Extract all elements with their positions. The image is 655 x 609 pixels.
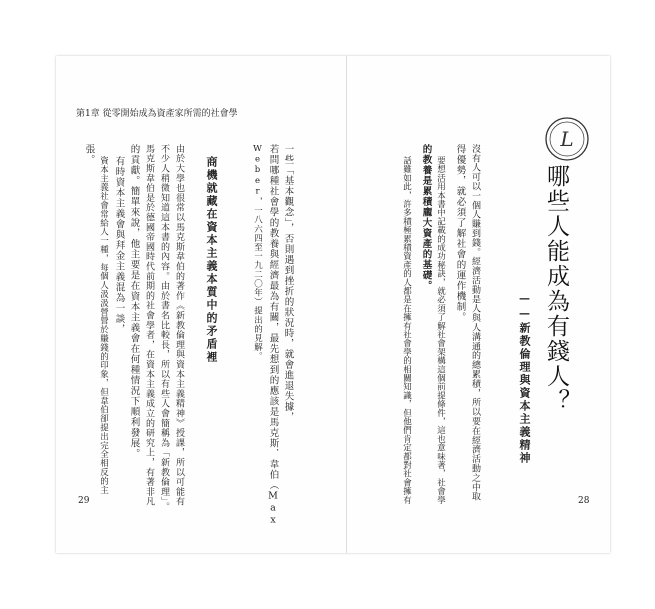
- body-column: 要想活用本書中記載的成功秘訣，就必須了解社會架構這個前提條件，這也意味著，社會學: [435, 156, 446, 504]
- body-column: 得優勢，就必須了解社會的運作機制。: [454, 144, 466, 323]
- page-gutter: [346, 56, 347, 553]
- page-number: 28: [578, 496, 590, 506]
- chapter-subtitle: ——新教倫理與資本主義精神: [518, 292, 531, 465]
- body-column: 話雖如此，許多積極累積資產的人都是在擁有社會學的相關知識，但他們肯定都對社會擁有: [401, 156, 412, 504]
- page-number: 29: [78, 496, 90, 506]
- body-column: 沒有人可以一個人賺到錢。經濟活動是人與人溝通的總累積，所以要在經濟活動之中取: [470, 144, 480, 502]
- body-column: 張。: [83, 144, 95, 165]
- body-column: 馬克斯韋伯是於德國帝國時代前期的社會學者，在資本主義成立的研究上，有著非凡: [144, 144, 154, 507]
- chapter-title: 哪些人能成為有錢人？: [543, 164, 569, 414]
- chapter-emblem: [544, 116, 590, 162]
- body-column: Weber，一八六四至一九二〇年）提出的見解。: [252, 144, 263, 361]
- body-column: 有時資本主義會與拜金主義混為一談，: [113, 156, 125, 335]
- body-column: 不少人稍微知道這本書的內容。由於書名比較長，所以有些人會簡稱為「新教倫理」。: [159, 144, 169, 512]
- section-heading: 商機就藏在資本主義本質中的矛盾裡: [205, 156, 218, 364]
- running-header: 第1章 從零開始成為資產家所需的社會學: [76, 109, 238, 119]
- body-column: 由於大學也很常以馬克斯韋伯的著作《新教倫理與資本主義精神》授課，所以可能有: [174, 144, 184, 507]
- body-column: 資本主義社會常給人一種，每個人汲汲營營於賺錢的印象，但韋伯卻提出完全相反的主: [98, 156, 109, 495]
- body-column-emphasis: 的教養是累積龐大資產的基礎。: [420, 144, 432, 291]
- emblem-letter: L: [560, 127, 574, 151]
- body-column: 一些「基本觀念」，否則遇到挫折的狀況時，就會進退失據，: [282, 144, 294, 423]
- body-column: 的貢獻。簡單來說，他主要是在資本主義會在何種情況下順利發展。: [128, 144, 140, 459]
- body-column: 若問哪種社會學的教養與經濟最為有關，最先想到的應該是馬克斯．韋伯（Max: [267, 144, 279, 527]
- book-spread: [56, 56, 610, 553]
